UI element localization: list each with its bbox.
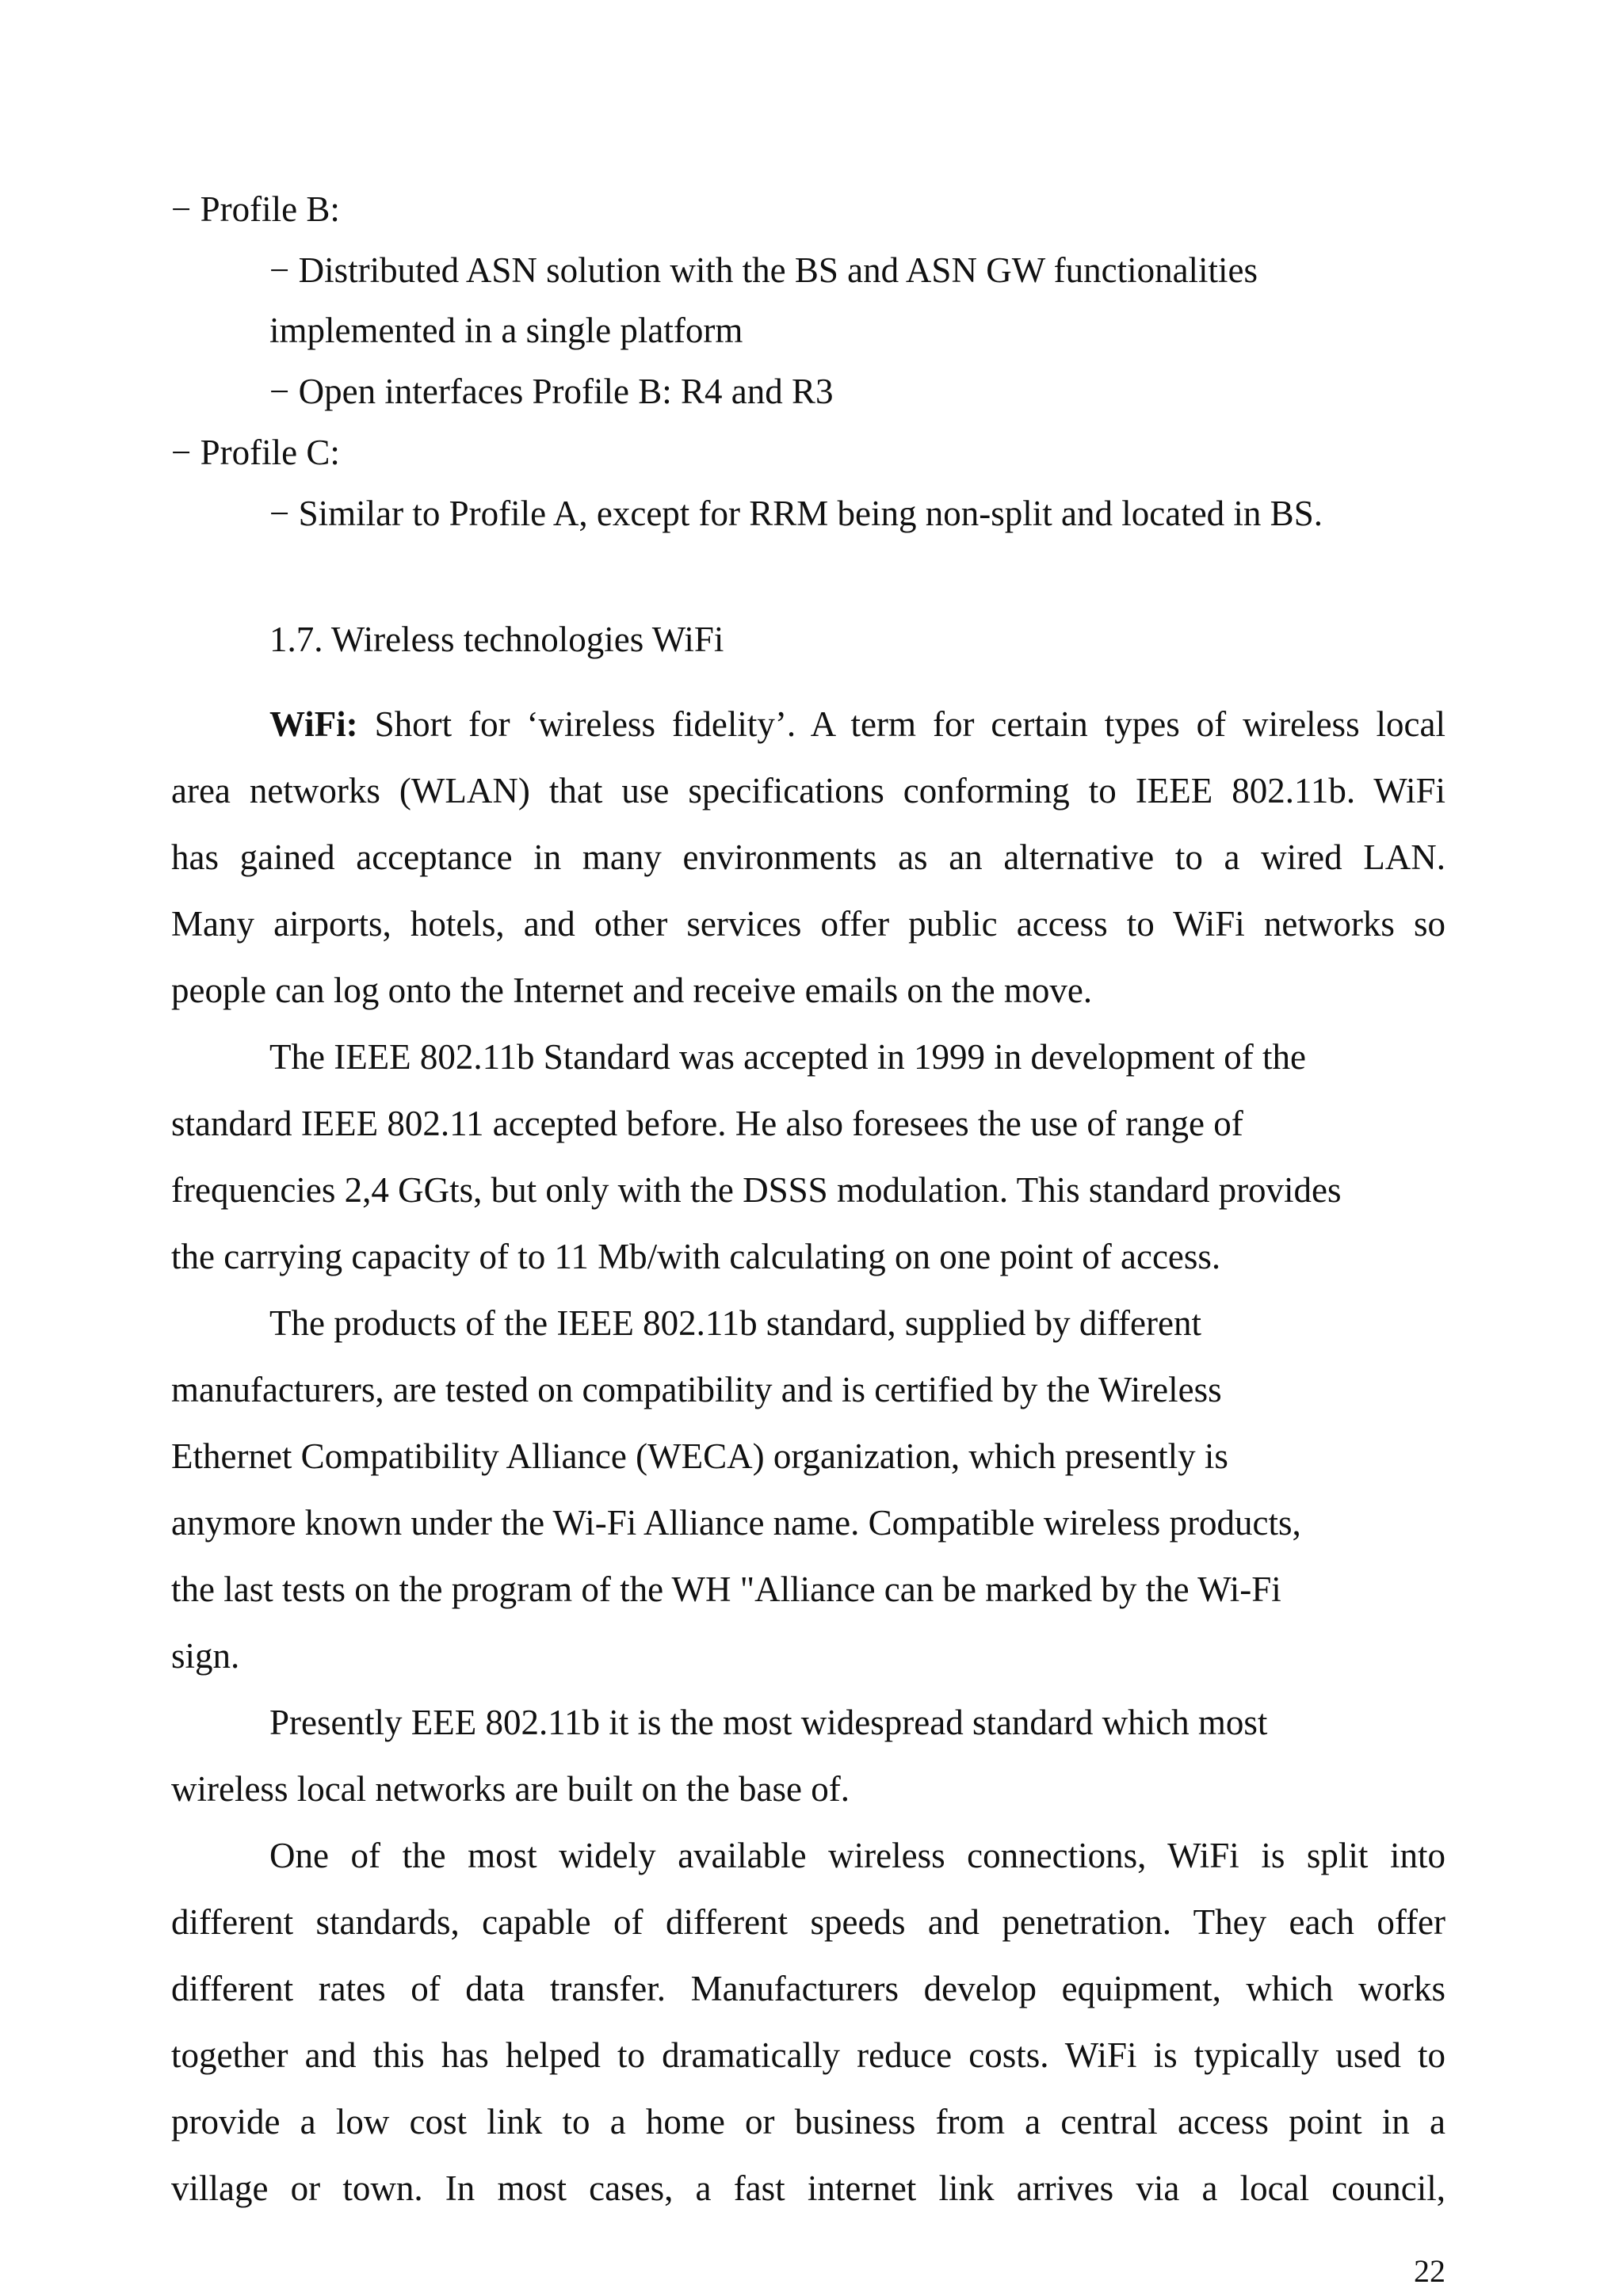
- profile-b-heading: − Profile B:: [171, 189, 340, 229]
- paragraph-1-line-4: Many airports, hotels, and other services offer public access to WiFi networks so: [171, 904, 1445, 944]
- profile-b-item-2: − Open interfaces Profile B: R4 and R3: [269, 372, 834, 411]
- paragraph-4-line-1: Presently EEE 802.11b it is the most widespread standard which most: [269, 1703, 1268, 1742]
- paragraph-2-line-3: frequencies 2,4 GGts, but only with the DSSS modulation. This standard provides: [171, 1170, 1342, 1210]
- paragraph-3-line-5: the last tests on the program of the WH "Alliance can be marked by the Wi-Fi: [171, 1569, 1281, 1609]
- paragraph-5-line-5: provide a low cost link to a home or business from a central access point in a: [171, 2102, 1445, 2142]
- paragraph-5-line-2: different standards, capable of different speeds and penetration. They each offer: [171, 1902, 1445, 1942]
- paragraph-3-line-3: Ethernet Compatibility Alliance (WECA) organization, which presently is: [171, 1436, 1228, 1476]
- paragraph-2-line-2: standard IEEE 802.11 accepted before. He also foresees the use of range of: [171, 1104, 1243, 1143]
- paragraph-5-line-6: village or town. In most cases, a fast internet link arrives via a local council,: [171, 2168, 1445, 2208]
- paragraph-1-line-1-text: Short for ‘wireless fidelity’. A term for certain types of wireless local: [357, 704, 1445, 744]
- paragraph-4-line-2: wireless local networks are built on the base of.: [171, 1769, 850, 1809]
- paragraph-3-line-2: manufacturers, are tested on compatibility and is certified by the Wireless: [171, 1370, 1222, 1409]
- paragraph-5-line-1: One of the most widely available wireless connections, WiFi is split into: [269, 1836, 1445, 1875]
- paragraph-5-line-3: different rates of data transfer. Manufacturers develop equipment, which works: [171, 1969, 1445, 2008]
- paragraph-1-line-1: [269, 702, 1445, 746]
- paragraph-1-line-3: has gained acceptance in many environments as an alternative to a wired LAN.: [171, 837, 1445, 877]
- page-number: 22: [1414, 2253, 1445, 2289]
- paragraph-1-line-5: people can log onto the Internet and receive emails on the move.: [171, 971, 1093, 1010]
- paragraph-5-line-4: together and this has helped to dramatically reduce costs. WiFi is typically used to: [171, 2035, 1445, 2075]
- section-heading: 1.7. Wireless technologies WiFi: [269, 620, 724, 659]
- paragraph-2-line-1: The IEEE 802.11b Standard was accepted in 1999 in development of the: [269, 1037, 1306, 1077]
- paragraph-3-line-4: anymore known under the Wi-Fi Alliance name. Compatible wireless products,: [171, 1503, 1301, 1543]
- paragraph-3-line-6: sign.: [171, 1636, 240, 1676]
- paragraph-2-line-4: the carrying capacity of to 11 Mb/with calculating on one point of access.: [171, 1237, 1221, 1276]
- paragraph-3-line-1: The products of the IEEE 802.11b standard, supplied by different: [269, 1303, 1201, 1343]
- wifi-term: WiFi:: [269, 704, 358, 744]
- profile-c-item-1: − Similar to Profile A, except for RRM being non-split and located in BS.: [269, 494, 1323, 533]
- profile-b-item-1-line-1: − Distributed ASN solution with the BS and ASN GW functionalities: [269, 250, 1258, 290]
- paragraph-1-line-2: area networks (WLAN) that use specifications conforming to IEEE 802.11b. WiFi: [171, 771, 1445, 810]
- profile-b-item-1-line-2: implemented in a single platform: [269, 311, 743, 350]
- profile-c-heading: − Profile C:: [171, 433, 340, 472]
